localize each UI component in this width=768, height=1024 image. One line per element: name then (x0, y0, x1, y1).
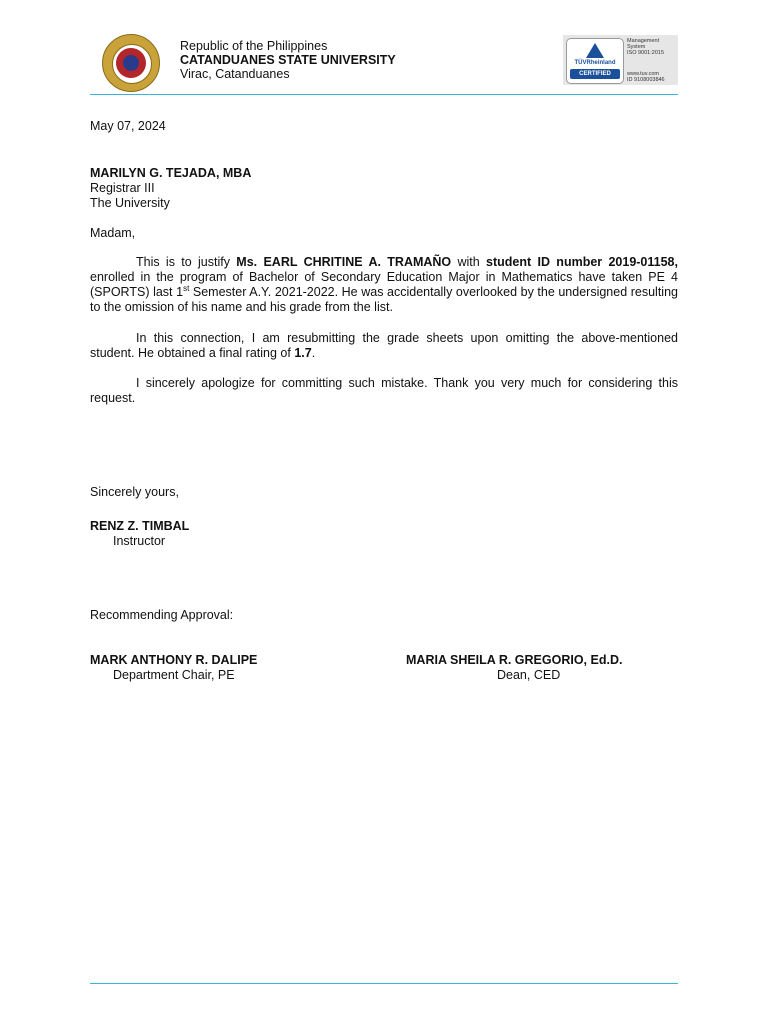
sender-title: Instructor (113, 534, 166, 548)
tuv-logo: TÜVRheinland CERTIFIED (566, 38, 624, 84)
student-id: student ID number 2019-01158, (486, 255, 678, 269)
approver1-title: Department Chair, PE (113, 668, 235, 682)
student-name: Ms. EARL CHRITINE A. TRAMAÑO (236, 255, 452, 269)
header-republic: Republic of the Philippines (180, 39, 328, 53)
closing: Sincerely yours, (90, 485, 179, 499)
salutation: Madam, (90, 226, 136, 240)
header-location: Virac, Catanduanes (180, 67, 290, 81)
final-rating: 1.7 (294, 346, 312, 360)
paragraph-justification: This is to justify Ms. EARL CHRITINE A. TRAMAÑO with student ID number 2019-01158, enrolled in the program of Bachelor of Secondary Education Major in Mathematics have taken PE 4 (SPORTS) last 1st Semester A.Y. 2021-2022. He was accidentally overlooked by the undersigned resulting to the omission of his name and his grade from the list. (90, 255, 678, 314)
approver2-name: MARIA SHEILA R. GREGORIO, Ed.D. (406, 653, 623, 667)
university-seal-logo (102, 34, 160, 92)
paragraph-apology: I sincerely apologize for committing such mistake. Thank you very much for considering this request. (90, 376, 678, 405)
recipient-name: MARILYN G. TEJADA, MBA (90, 166, 252, 180)
header-university-name: CATANDUANES STATE UNIVERSITY (180, 53, 396, 67)
letter-date: May 07, 2024 (90, 119, 166, 133)
recipient-title: Registrar III (90, 181, 155, 195)
approver2-title: Dean, CED (497, 668, 561, 682)
header-divider (90, 94, 678, 95)
sender-name: RENZ Z. TIMBAL (90, 519, 190, 533)
recipient-org: The University (90, 196, 170, 210)
footer-divider (90, 983, 678, 984)
paragraph-resubmission: In this connection, I am resubmitting the grade sheets upon omitting the above-mentioned student. He obtained a final rating of 1.7. (90, 331, 678, 360)
recommending-approval-label: Recommending Approval: (90, 608, 234, 622)
iso-certification-badge: TÜVRheinland CERTIFIED Management System ISO 9001:2015 www.tuv.com ID 9108003846 (563, 35, 678, 85)
approver1-name: MARK ANTHONY R. DALIPE (90, 653, 258, 667)
